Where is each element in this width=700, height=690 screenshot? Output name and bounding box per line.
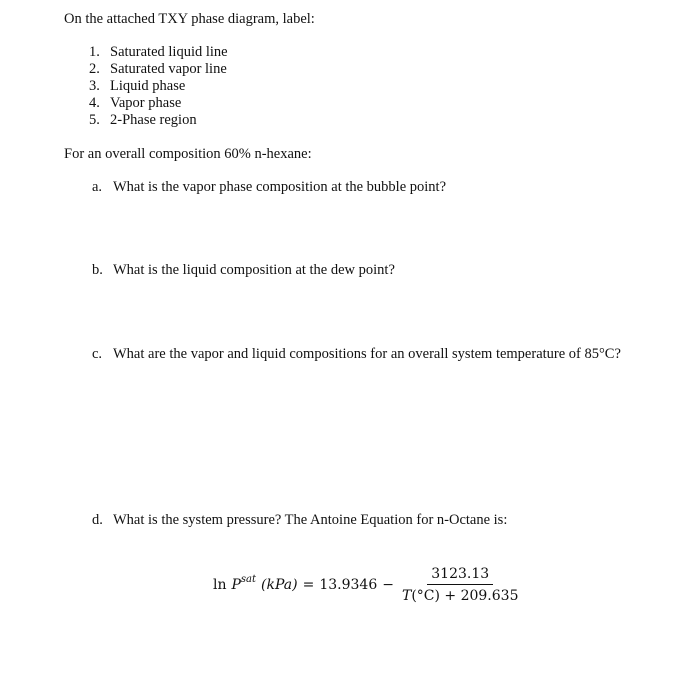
label-number: 5. <box>89 112 100 128</box>
label-text: Saturated liquid line <box>110 44 228 60</box>
question-text: What is the system pressure? The Antoine Equation for n-Octane is: <box>113 512 508 528</box>
eq-minus: − <box>382 577 394 593</box>
label-number: 4. <box>89 95 100 111</box>
eq-ln: ln <box>213 577 227 593</box>
question-b <box>92 262 395 279</box>
question-d <box>92 512 507 529</box>
question-a <box>92 179 446 196</box>
label-number: 2. <box>89 61 100 77</box>
eq-unit: (kPa) <box>261 577 298 593</box>
label-number: 1. <box>89 44 100 60</box>
eq-p: P <box>231 577 241 593</box>
composition-text: For an overall composition 60% n-hexane: <box>64 146 312 162</box>
question-text: What is the vapor phase composition at the bubble point? <box>113 179 447 195</box>
question-letter: c. <box>92 346 103 362</box>
label-item-4 <box>89 95 181 112</box>
label-item-2 <box>89 61 227 78</box>
question-letter: b. <box>92 262 103 278</box>
question-text: What are the vapor and liquid compositions for an overall system temperature of 85°C? <box>113 346 621 362</box>
eq-numerator: 3123.13 <box>427 566 493 585</box>
question-c <box>92 346 621 363</box>
eq-denominator: T(°C) + 209.635 <box>401 588 519 604</box>
question-letter: d. <box>92 512 103 528</box>
eq-sat: sat <box>240 573 257 585</box>
label-text: Saturated vapor line <box>110 61 227 77</box>
antoine-equation <box>213 563 522 607</box>
eq-constant: 13.9346 <box>319 577 378 593</box>
label-number: 3. <box>89 78 100 94</box>
label-item-1 <box>89 44 228 61</box>
question-text: What is the liquid composition at the dew point? <box>113 262 395 278</box>
label-text: Vapor phase <box>110 95 182 111</box>
label-item-3 <box>89 78 185 95</box>
eq-equals: = <box>302 577 315 593</box>
question-letter: a. <box>92 179 103 195</box>
label-item-5 <box>89 112 197 129</box>
label-text: 2-Phase region <box>110 112 197 128</box>
intro-text: On the attached TXY phase diagram, label: <box>64 11 315 27</box>
eq-fraction <box>398 566 523 604</box>
label-text: Liquid phase <box>110 78 186 94</box>
